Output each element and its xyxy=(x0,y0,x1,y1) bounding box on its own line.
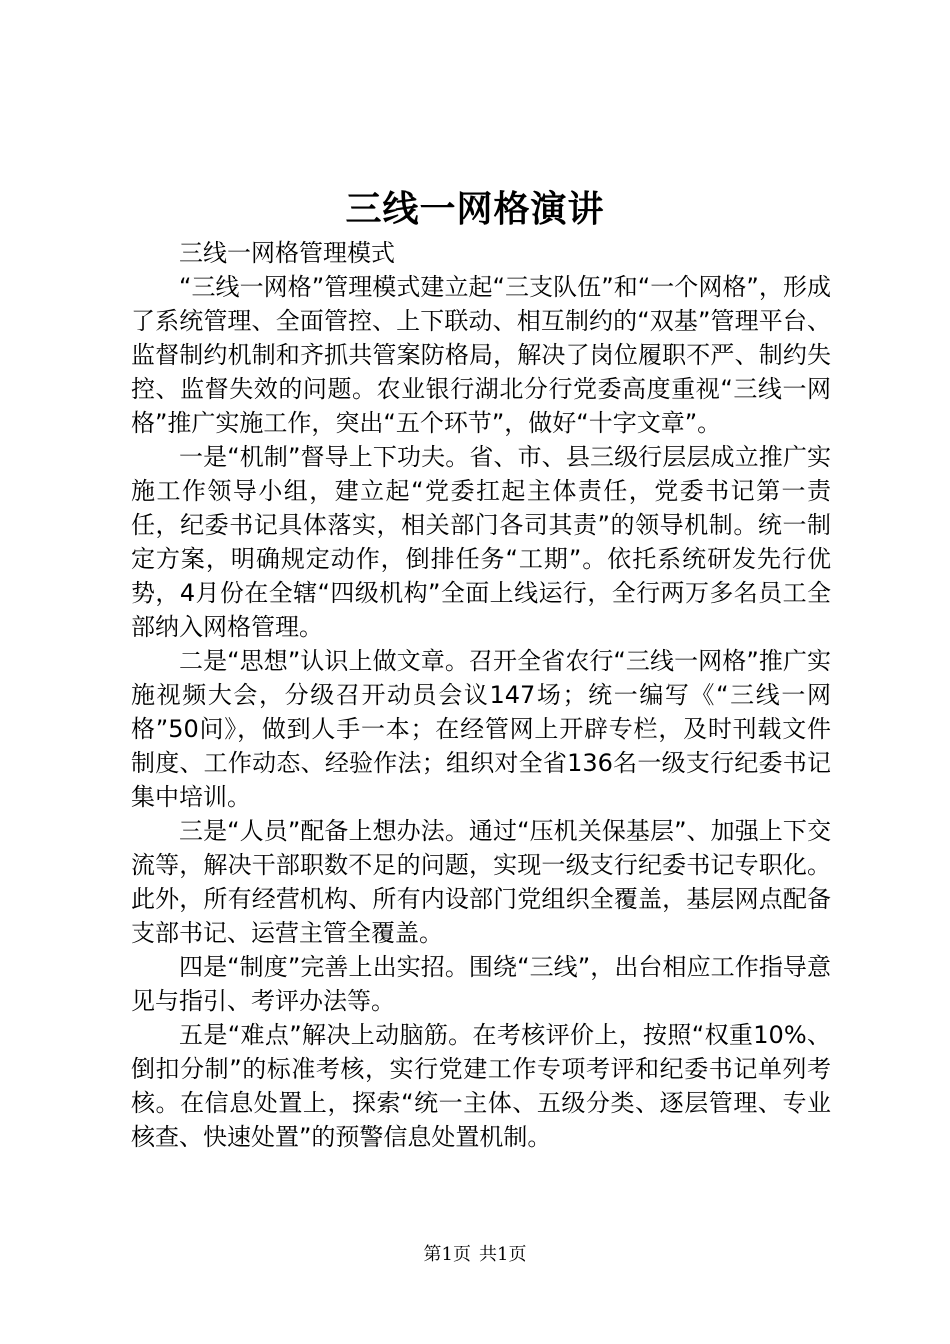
paragraph-point-3: 三是“人员”配备上想办法。通过“压机关保基层”、加强上下交流等，解决干部职数不足的问题，实现一级支行纪委书记专职化。此外，所有经营机构、所有内设部门党组织全覆盖，基层网点配备支部书记、运营主管全覆盖。 xyxy=(131,817,831,947)
paragraph-subtitle: 三线一网格管理模式 xyxy=(179,239,395,267)
document-body xyxy=(131,236,831,1154)
paragraph-intro: “三线一网格”管理模式建立起“三支队伍”和“一个网格”，形成了系统管理、全面管控、上下联动、相互制约的“双基”管理平台、监督制约机制和齐抓共管案防格局，解决了岗位履职不严、制约失控、监督失效的问题。农业银行湖北分行党委高度重视“三线一网格”推广实施工作，突出“五个环节”，做好“十字文章”。 xyxy=(131,273,831,437)
paragraph-point-1: 一是“机制”督导上下功夫。省、市、县三级行层层成立推广实施工作领导小组，建立起“党委扛起主体责任，党委书记第一责任，纪委书记具体落实，相关部门各司其责”的领导机制。统一制定方案，明确规定动作，倒排任务“工期”。依托系统研发先行优势，4月份在全辖“四级机构”全面上线运行，全行两万多名员工全部纳入网格管理。 xyxy=(131,443,831,641)
page-footer xyxy=(0,1243,950,1267)
page-total: 共1页 xyxy=(479,1244,527,1265)
page-number: 第1页 xyxy=(423,1244,471,1265)
paragraph-point-5: 五是“难点”解决上动脑筋。在考核评价上，按照“权重10%、倒扣分制”的标准考核，实行党建工作专项考评和纪委书记单列考核。在信息处置上，探索“统一主体、五级分类、逐层管理、专业核查、快速处置”的预警信息处置机制。 xyxy=(131,1021,831,1151)
paragraph-point-2: 二是“思想”认识上做文章。召开全省农行“三线一网格”推广实施视频大会，分级召开动员会议147场；统一编写《“三线一网格”50问》，做到人手一本；在经管网上开辟专栏，及时刊载文件制度、工作动态、经验作法；组织对全省136名一级支行纪委书记集中培训。 xyxy=(131,647,831,811)
document-title: 三线一网格演讲 xyxy=(345,188,605,230)
paragraph-point-4: 四是“制度”完善上出实招。围绕“三线”，出台相应工作指导意见与指引、考评办法等。 xyxy=(131,953,831,1015)
